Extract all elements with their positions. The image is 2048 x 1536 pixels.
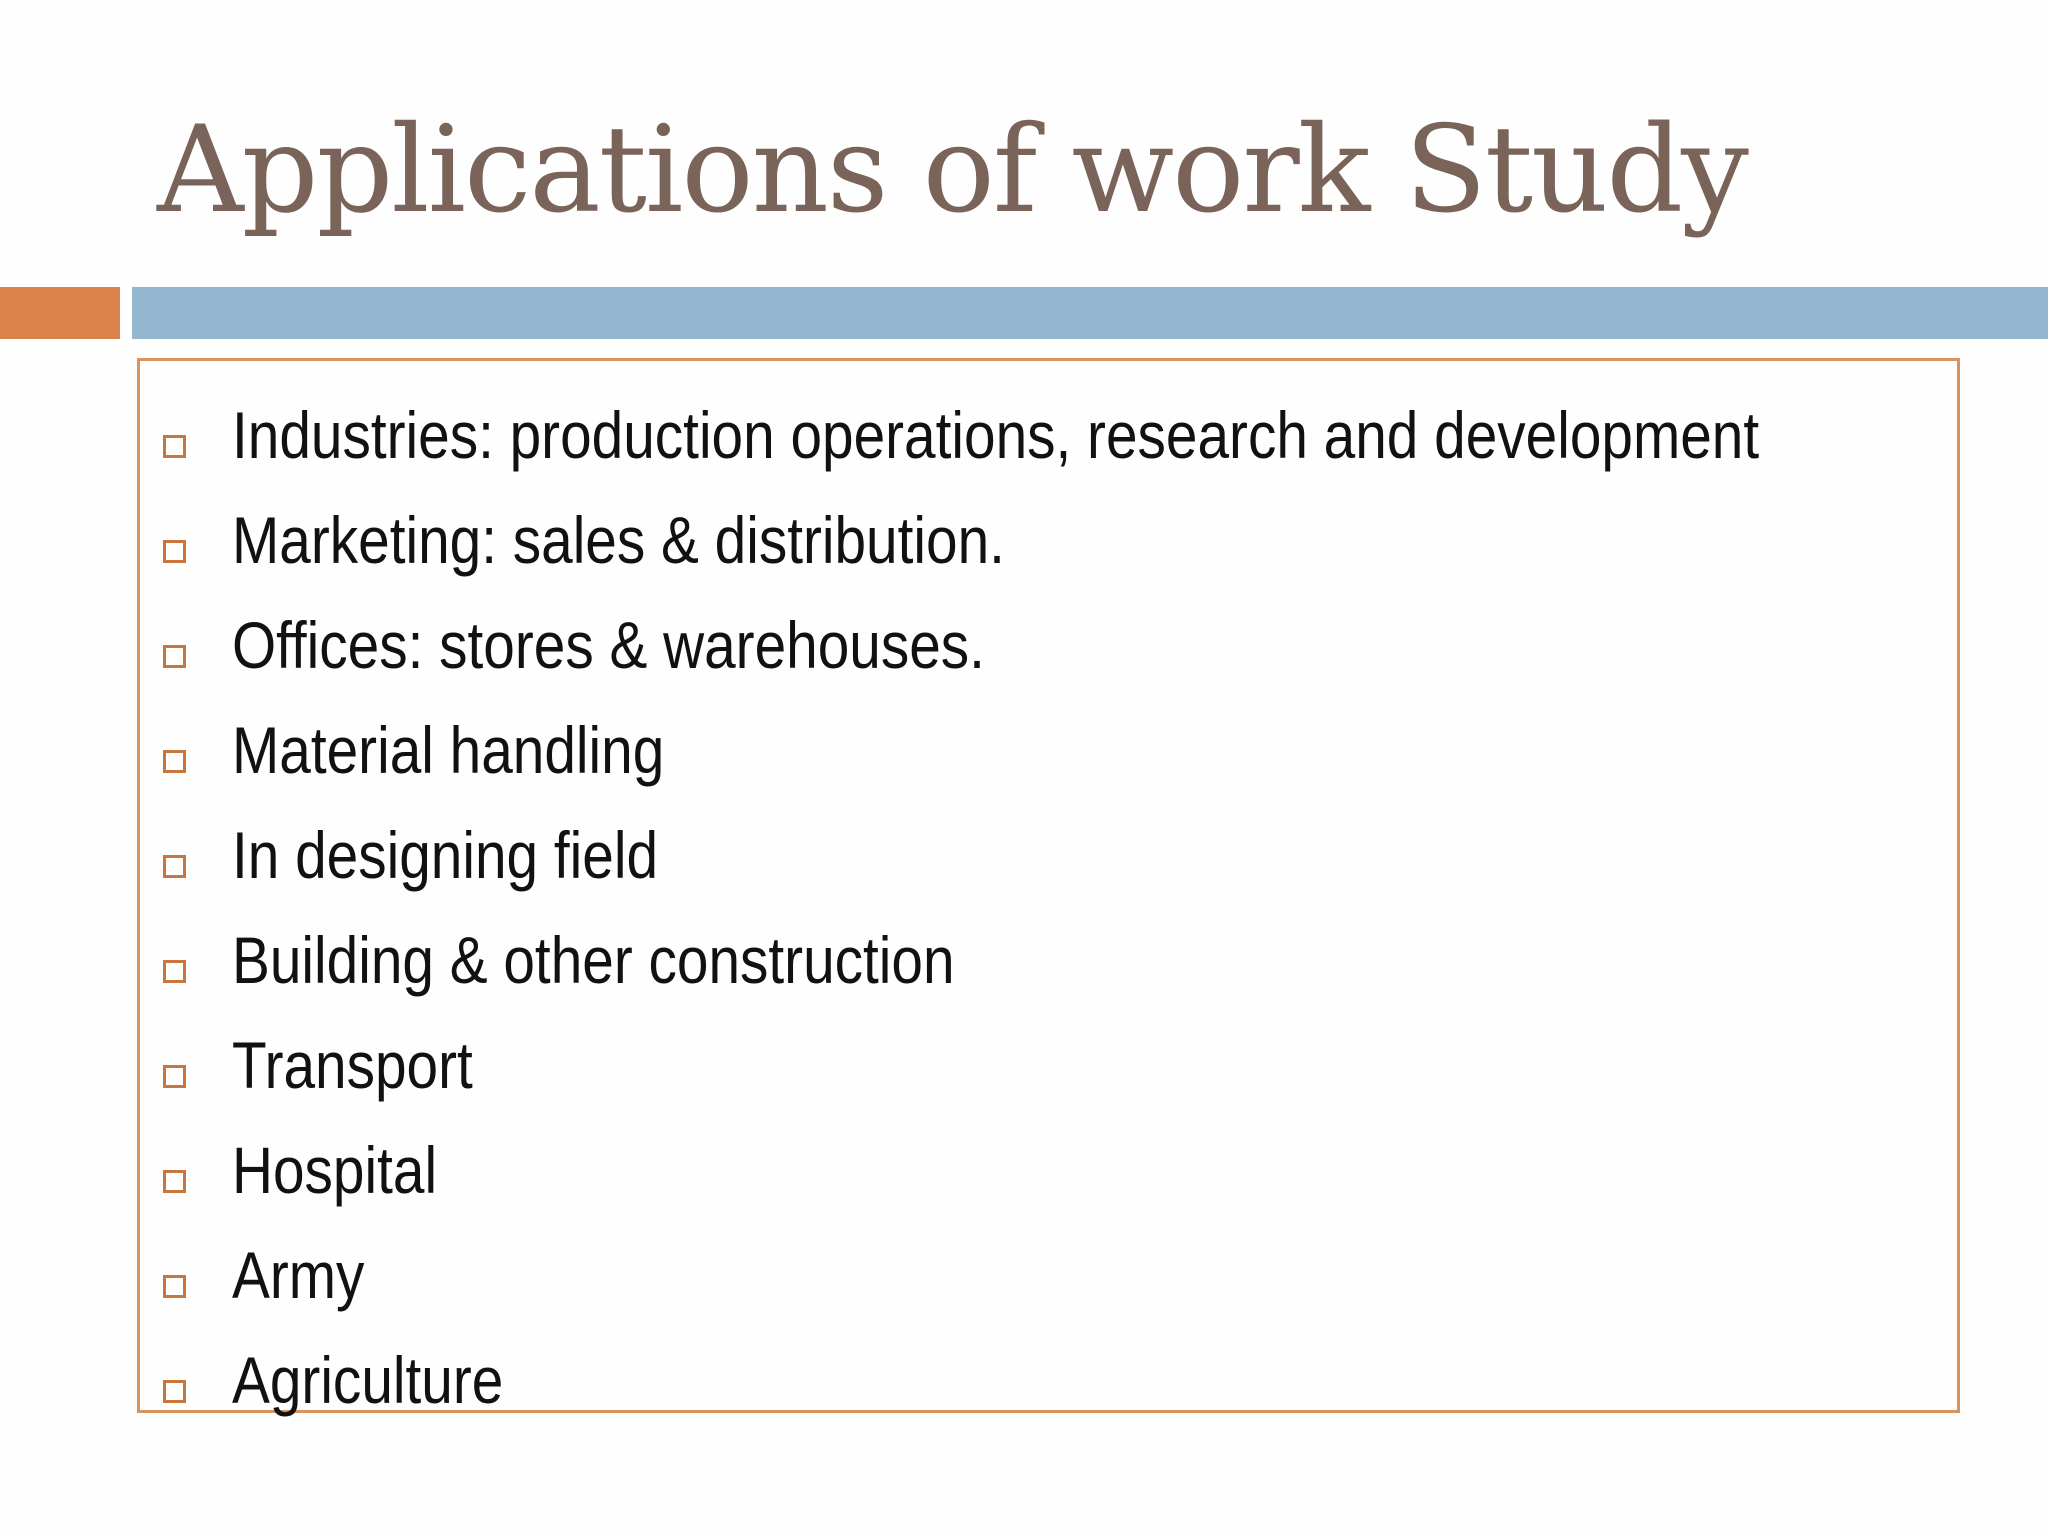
- list-item: [140, 1223, 1957, 1328]
- square-bullet-icon: [163, 540, 186, 563]
- list-item: [140, 803, 1957, 908]
- square-bullet-icon: [163, 1380, 186, 1403]
- content-box: [137, 358, 1960, 1417]
- list-item: [140, 593, 1957, 698]
- square-bullet-icon: [163, 435, 186, 458]
- list-item: [140, 908, 1957, 1013]
- list-item: [140, 1328, 1957, 1433]
- bullet-text: Industries: production operations, research and development: [232, 398, 1760, 472]
- accent-bar-orange: [0, 287, 120, 339]
- list-item: [140, 488, 1957, 593]
- list-item: [140, 698, 1957, 803]
- list-item: [140, 1013, 1957, 1118]
- square-bullet-icon: [163, 960, 186, 983]
- bullet-text: In designing field: [232, 818, 659, 892]
- slide-title: Applications of work Study: [157, 101, 1747, 240]
- bullet-text: Material handling: [232, 713, 665, 787]
- bullet-text: Hospital: [232, 1133, 438, 1207]
- square-bullet-icon: [163, 1275, 186, 1298]
- list-item: [140, 383, 1957, 488]
- square-bullet-icon: [163, 855, 186, 878]
- bullet-text: Marketing: sales & distribution.: [232, 503, 1005, 577]
- accent-bar-blue: [132, 287, 2048, 339]
- square-bullet-icon: [163, 1170, 186, 1193]
- bullet-list: [140, 383, 1957, 1433]
- list-item: [140, 1118, 1957, 1223]
- square-bullet-icon: [163, 645, 186, 668]
- bullet-text: Agriculture: [232, 1343, 504, 1417]
- bullet-text: Offices: stores & warehouses.: [232, 608, 985, 682]
- square-bullet-icon: [163, 1065, 186, 1088]
- bullet-text: Army: [232, 1238, 365, 1312]
- bullet-text: Transport: [232, 1028, 473, 1102]
- bullet-text: Building & other construction: [232, 923, 955, 997]
- square-bullet-icon: [163, 750, 186, 773]
